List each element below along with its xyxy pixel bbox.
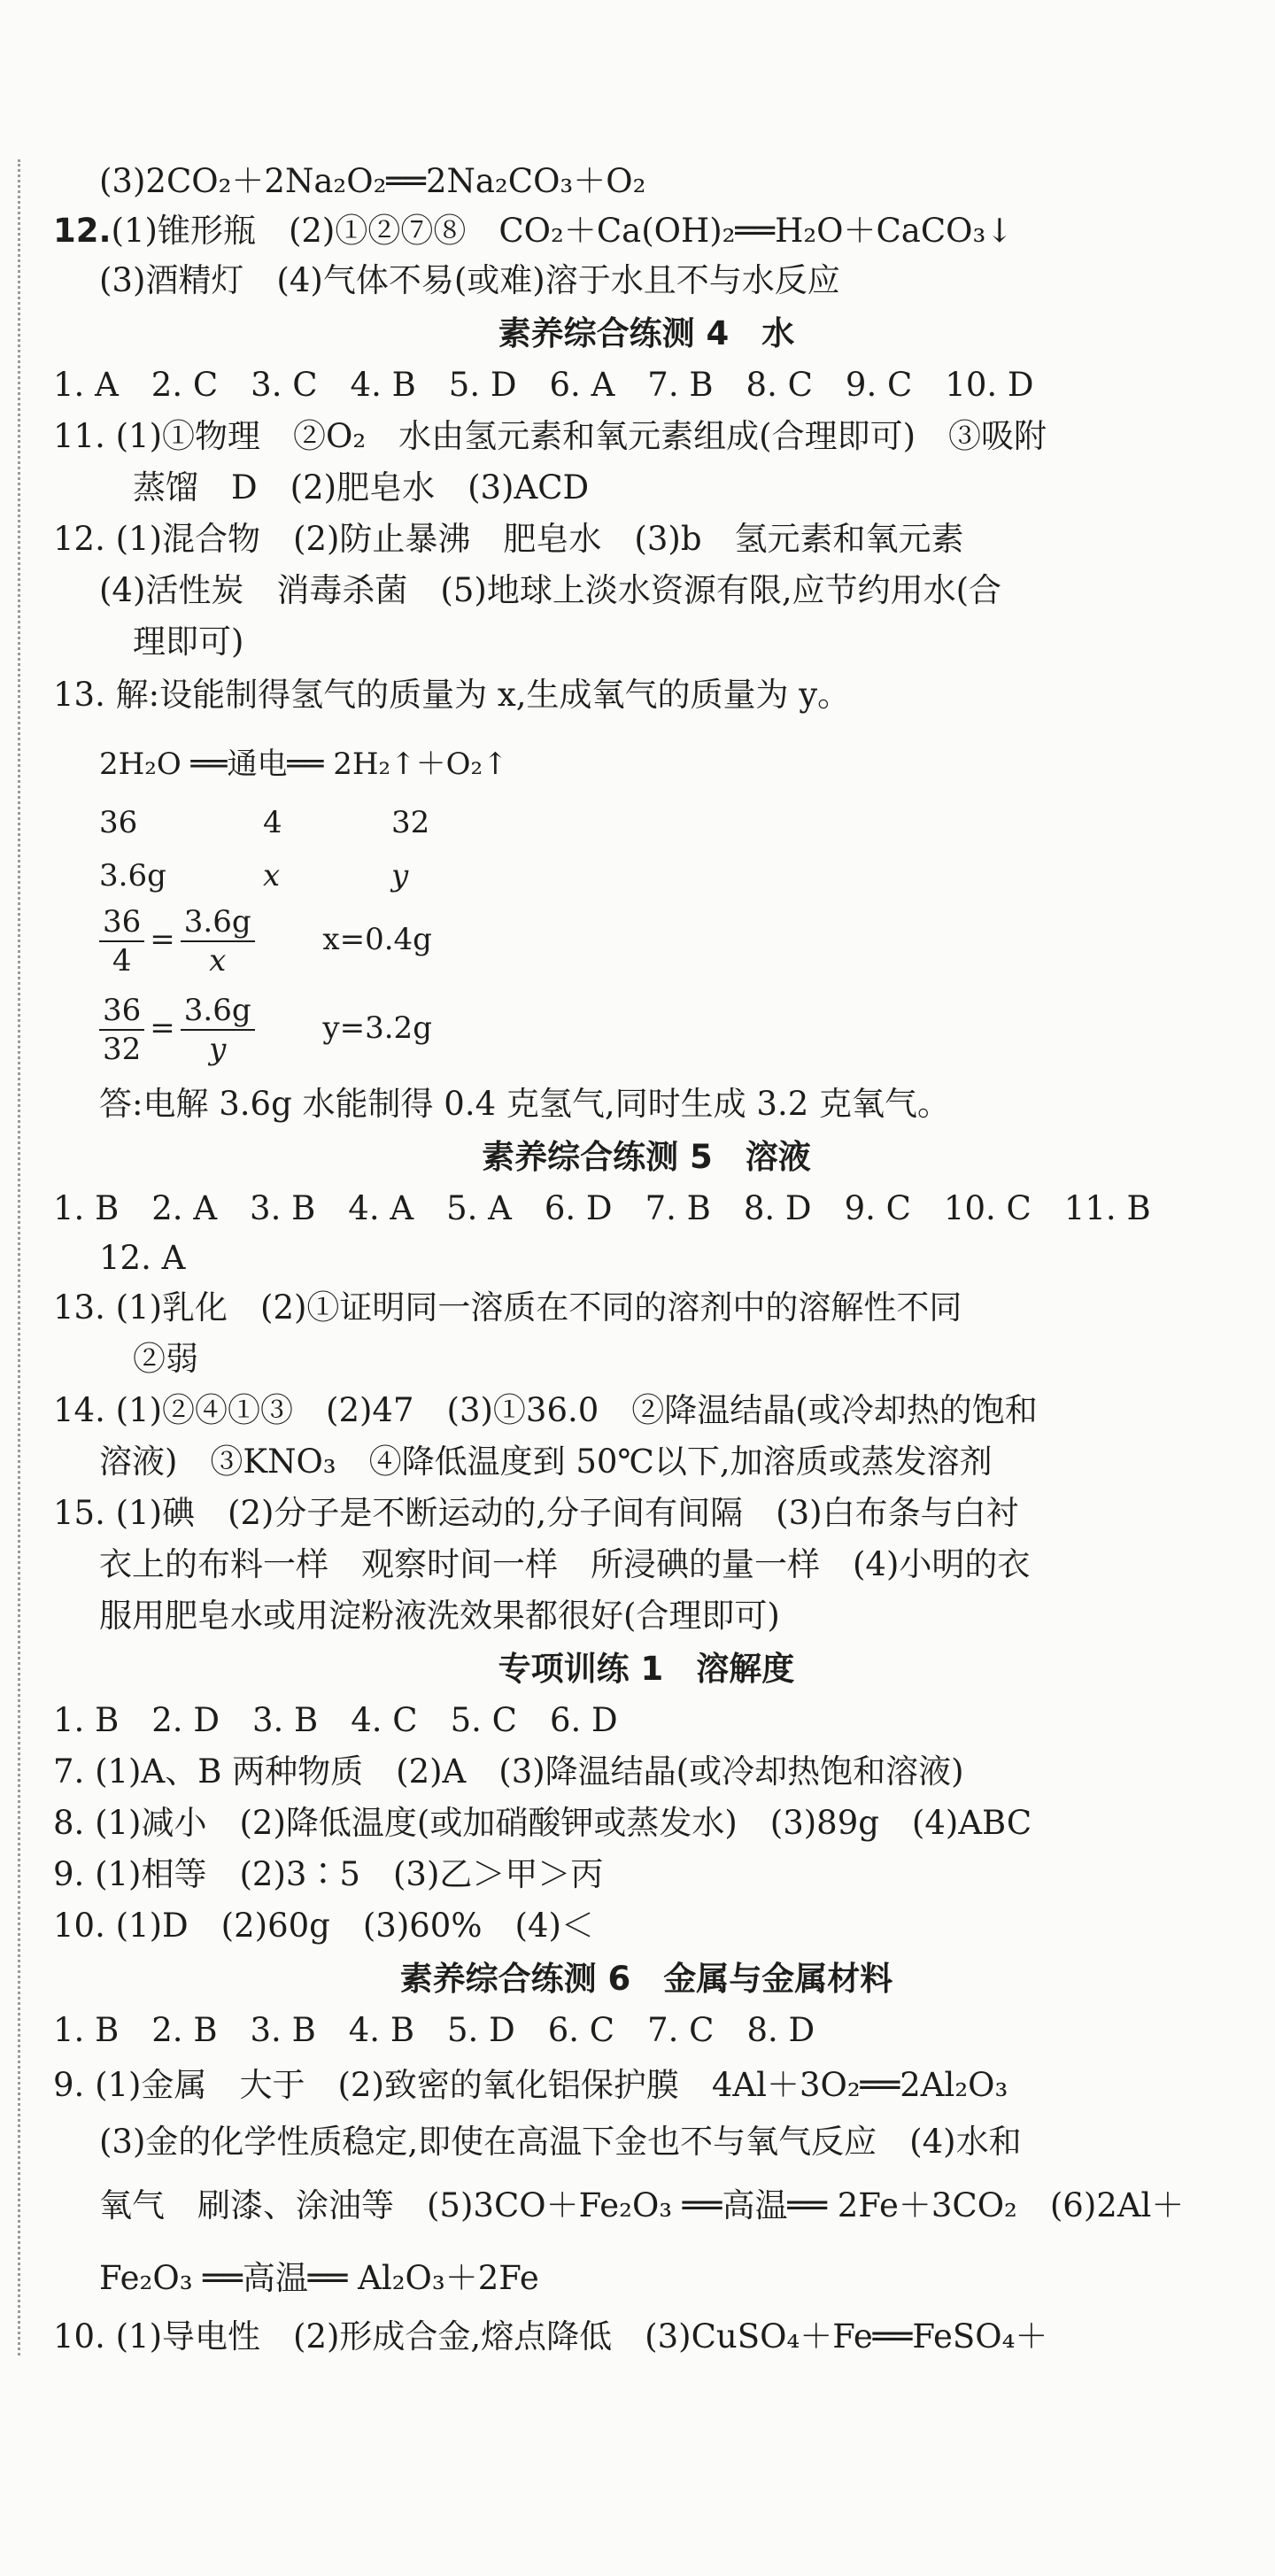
answer-line: 氧气 刷漆、涂油等 (5)3CO＋Fe₂O₃ ══高温══ 2Fe＋3CO₂ (6)2Al＋ bbox=[99, 2186, 1185, 2224]
answer-line: (3)2CO₂＋2Na₂O₂══2Na₂CO₃＋O₂ bbox=[99, 162, 646, 200]
equation: 2H₂O ══通电══ 2H₂↑＋O₂↑ bbox=[99, 746, 508, 782]
answer-line: ②弱 bbox=[133, 1340, 198, 1378]
answer-line: 衣上的布料一样 观察时间一样 所浸碘的量一样 (4)小明的衣 bbox=[99, 1545, 1031, 1583]
answer-line: (3)酒精灯 (4)气体不易(或难)溶于水且不与水反应 bbox=[99, 261, 840, 299]
binding-margin-line bbox=[18, 159, 20, 2356]
proportion-row: $\frac{36}{32}$ = $\frac{3.6g}{y}$ y=3.2g bbox=[99, 992, 1275, 1068]
result: x=0.4g bbox=[322, 922, 432, 957]
fraction-denominator: 32 bbox=[103, 1032, 142, 1067]
answer-line: 15. (1)碘 (2)分子是不断运动的,分子间有间隔 (3)白布条与白衬 bbox=[53, 1494, 1019, 1532]
mass-value: x bbox=[263, 858, 281, 893]
answer-line: 12. (1)混合物 (2)防止暴沸 肥皂水 (3)b 氢元素和氧元素 bbox=[53, 520, 964, 558]
answer-conclusion: 答:电解 3.6g 水能制得 0.4 克氢气,同时生成 3.2 克氧气。 bbox=[99, 1085, 951, 1123]
mass-value: 3.6g bbox=[99, 858, 166, 893]
mass-row bbox=[99, 801, 1275, 845]
mass-value: 36 bbox=[99, 805, 138, 840]
answer-line: (3)金的化学性质稳定,即使在高温下金也不与氧气反应 (4)水和 bbox=[99, 2123, 1022, 2161]
answer-line: 蒸馏 D (2)肥皂水 (3)ACD bbox=[133, 468, 590, 507]
answer-line: 理即可) bbox=[133, 623, 244, 661]
answer-line: 8. (1)减小 (2)降低温度(或加硝酸钾或蒸发水) (3)89g (4)ABC bbox=[53, 1804, 1032, 1842]
answer-line: 溶液) ③KNO₃ ④降低温度到 50℃以下,加溶质或蒸发溶剂 bbox=[99, 1443, 993, 1481]
choice-answers: 12. A bbox=[99, 1239, 186, 1277]
question-number: 12. bbox=[53, 212, 112, 250]
choice-answers: 1. B 2. A 3. B 4. A 5. A 6. D 7. B 8. D 9. C 10. C 11. B bbox=[53, 1189, 1151, 1227]
fraction-numerator: 3.6g bbox=[181, 903, 255, 942]
mass-value: 32 bbox=[391, 805, 430, 840]
fraction-denominator: x bbox=[209, 943, 227, 979]
answer-line: (4)活性炭 消毒杀菌 (5)地球上淡水资源有限,应节约用水(合 bbox=[99, 571, 1002, 609]
fraction-denominator: 4 bbox=[112, 943, 132, 979]
section-title: 素养综合练测 6 金属与金属材料 bbox=[399, 1960, 893, 1998]
choice-answers: 1. B 2. D 3. B 4. C 5. C 6. D bbox=[53, 1701, 618, 1739]
section-title: 专项训练 1 溶解度 bbox=[498, 1650, 795, 1688]
section-title: 素养综合练测 5 溶液 bbox=[482, 1138, 811, 1176]
answer-text: (1)锥形瓶 (2)①②⑦⑧ CO₂＋Ca(OH)₂══H₂O＋CaCO₃↓ bbox=[111, 212, 1014, 250]
mass-value: y bbox=[391, 858, 409, 893]
answer-line: 10. (1)D (2)60g (3)60% (4)＜ bbox=[53, 1907, 594, 1945]
result: y=3.2g bbox=[322, 1010, 432, 1046]
answer-line: 13. (1)乳化 (2)①证明同一溶质在不同的溶剂中的溶解性不同 bbox=[53, 1288, 962, 1327]
answer-line: 7. (1)A、B 两种物质 (2)A (3)降温结晶(或冷却热饱和溶液) bbox=[53, 1752, 964, 1791]
choice-answers: 1. A 2. C 3. C 4. B 5. D 6. A 7. B 8. C 9. C 10. D bbox=[53, 366, 1034, 404]
answer-line: 13. 解:设能制得氢气的质量为 x,生成氧气的质量为 y。 bbox=[53, 676, 851, 714]
fraction-denominator: y bbox=[209, 1032, 227, 1067]
proportion-row: $\frac{36}{4}$ = $\frac{3.6g}{x}$ x=0.4g bbox=[99, 903, 1275, 979]
mass-row bbox=[99, 854, 1275, 898]
answer-line: Fe₂O₃ ══高温══ Al₂O₃＋2Fe bbox=[99, 2259, 539, 2297]
fraction-numerator: 36 bbox=[99, 992, 144, 1031]
fraction-numerator: 36 bbox=[99, 903, 144, 942]
choice-answers: 1. B 2. B 3. B 4. B 5. D 6. C 7. C 8. D bbox=[53, 2011, 815, 2049]
answer-line: 服用肥皂水或用淀粉液洗效果都很好(合理即可) bbox=[99, 1597, 780, 1635]
answer-line: 10. (1)导电性 (2)形成合金,熔点降低 (3)CuSO₄＋Fe══FeSO₄＋ bbox=[53, 2317, 1048, 2356]
section-title: 素养综合练测 4 水 bbox=[498, 314, 795, 352]
answer-line bbox=[53, 209, 1240, 253]
mass-value: 4 bbox=[263, 805, 282, 840]
answer-line: 9. (1)金属 大于 (2)致密的氧化铝保护膜 4Al＋3O₂══2Al₂O₃ bbox=[53, 2066, 1008, 2104]
fraction-numerator: 3.6g bbox=[181, 992, 255, 1031]
answer-line: 11. (1)①物理 ②O₂ 水由氢元素和氧元素组成(合理即可) ③吸附 bbox=[53, 417, 1047, 455]
answer-line: 9. (1)相等 (2)3∶5 (3)乙＞甲＞丙 bbox=[53, 1855, 604, 1893]
answer-line: 14. (1)②④①③ (2)47 (3)①36.0 ②降温结晶(或冷却热的饱和 bbox=[53, 1391, 1038, 1429]
